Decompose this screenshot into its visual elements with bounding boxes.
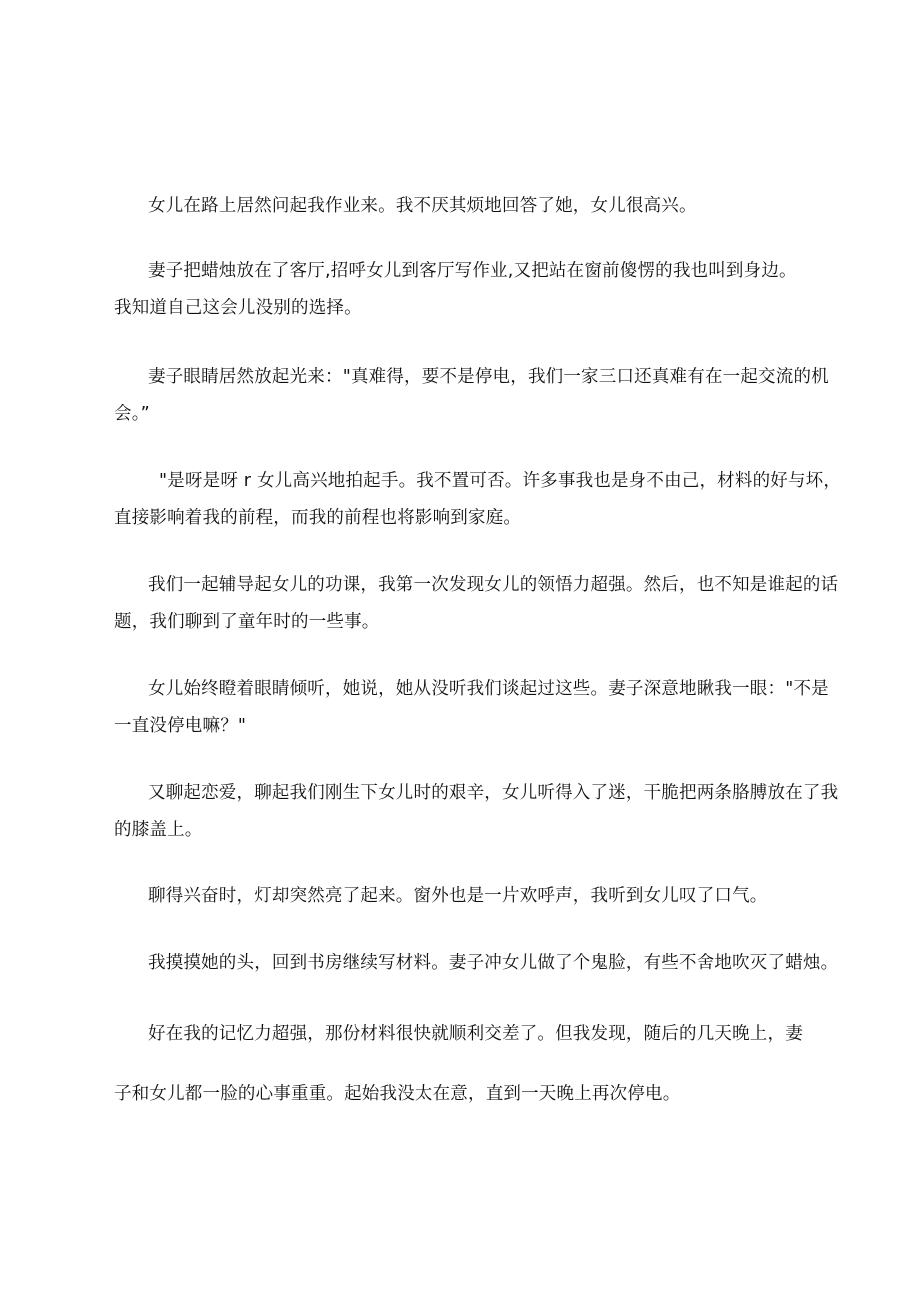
paragraph-7-line-1: 又聊起恋爱，聊起我们刚生下女儿时的艰辛，女儿听得入了迷，干脆把两条胳膊放在了我 (148, 783, 839, 803)
paragraph-10-line-1: 好在我的记忆力超强，那份材料很快就顺利交差了。但我发现，随后的几天晚上，妻 (148, 1024, 803, 1044)
paragraph-6-line-2: 一直没停电嘛？" (114, 716, 247, 736)
paragraph-11-line-1: 子和女儿都一脸的心事重重。起始我没太在意，直到一天晚上再次停电。 (114, 1084, 681, 1104)
paragraph-2-line-2: 我知道自己这会儿没别的选择。 (114, 298, 362, 318)
paragraph-5-line-2: 题，我们聊到了童年时的一些事。 (114, 612, 380, 632)
paragraph-5-line-1: 我们一起辅导起女儿的功课，我第一次发现女儿的领悟力超强。然后，也不知是谁起的话 (148, 575, 839, 595)
paragraph-3-line-2: 会。” (114, 404, 150, 424)
paragraph-1-line-1: 女儿在路上居然问起我作业来。我不厌其烦地回答了她，女儿很高兴。 (148, 196, 697, 216)
paragraph-3-line-1: 妻子眼睛居然放起光来："真难得，要不是停电，我们一家三口还真难有在一起交流的机 (148, 367, 829, 387)
paragraph-9-line-1: 我摸摸她的头，回到书房继续写材料。妻子冲女儿做了个鬼脸，有些不舍地吹灭了蜡烛。 (148, 953, 839, 973)
paragraph-2-line-1: 妻子把蜡烛放在了客厅,招呼女儿到客厅写作业,又把站在窗前傻愣的我也叫到身边。 (148, 261, 797, 281)
paragraph-4-line-2: 直接影响着我的前程，而我的前程也将影响到家庭。 (114, 508, 522, 528)
paragraph-6-line-1: 女儿始终瞪着眼睛倾听，她说，她从没听我们谈起过这些。妻子深意地瞅我一眼："不是 (148, 679, 829, 699)
paragraph-4-line-1: "是呀是呀 r 女儿高兴地拍起手。我不置可否。许多事我也是身不由己，材料的好与坏， (159, 471, 842, 491)
paragraph-8-line-1: 聊得兴奋时，灯却突然亮了起来。窗外也是一片欢呼声，我听到女儿叹了口气。 (148, 886, 768, 906)
paragraph-7-line-2: 的膝盖上。 (114, 820, 203, 840)
